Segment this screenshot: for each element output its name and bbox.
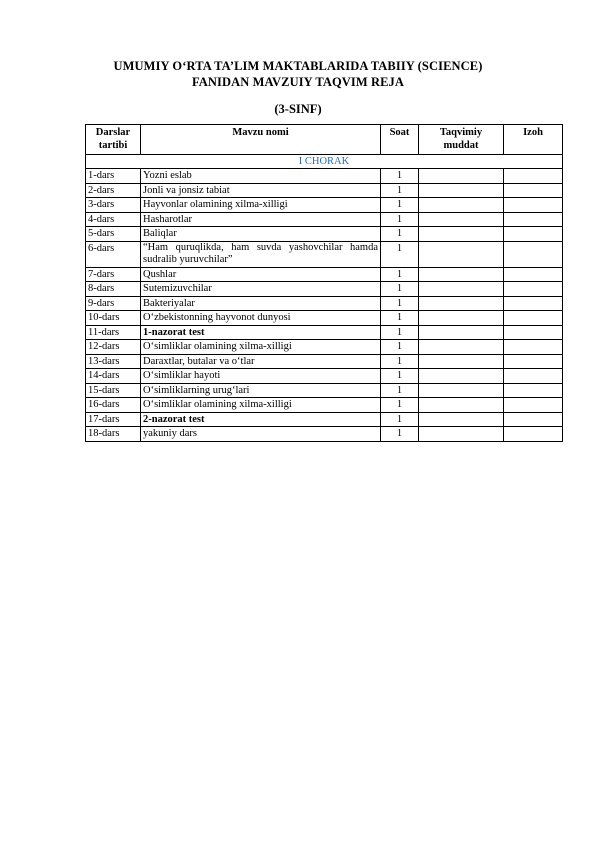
lesson-note <box>504 267 563 282</box>
lesson-hours: 1 <box>381 383 419 398</box>
lesson-hours: 1 <box>381 183 419 198</box>
table-row <box>86 296 563 311</box>
lesson-note <box>504 398 563 413</box>
lesson-calendar-date <box>419 325 504 340</box>
table-row <box>86 340 563 355</box>
table-row <box>86 311 563 326</box>
lesson-calendar-date <box>419 311 504 326</box>
lesson-number: 2-dars <box>86 183 141 198</box>
lesson-calendar-date <box>419 212 504 227</box>
lesson-topic: Jonli va jonsiz tabiat <box>141 183 381 198</box>
lesson-note <box>504 241 563 267</box>
lesson-calendar-date <box>419 241 504 267</box>
lesson-topic: Baliqlar <box>141 227 381 242</box>
table-row <box>86 267 563 282</box>
table-row <box>86 383 563 398</box>
lesson-hours: 1 <box>381 340 419 355</box>
lesson-topic: O‘simliklarning urug‘lari <box>141 383 381 398</box>
lesson-hours: 1 <box>381 227 419 242</box>
header-izoh: Izoh <box>504 125 563 155</box>
lesson-calendar-date <box>419 267 504 282</box>
lesson-calendar-date <box>419 369 504 384</box>
lesson-topic: O‘zbekistonning hayvonot dunyosi <box>141 311 381 326</box>
lesson-note <box>504 227 563 242</box>
lesson-number: 13-dars <box>86 354 141 369</box>
lesson-note <box>504 198 563 213</box>
lesson-topic: Hasharotlar <box>141 212 381 227</box>
lesson-number: 5-dars <box>86 227 141 242</box>
lesson-calendar-date <box>419 227 504 242</box>
table-row <box>86 212 563 227</box>
lesson-plan-table <box>85 124 563 442</box>
lesson-hours: 1 <box>381 412 419 427</box>
header-darslar-tartibi: Darslar tartibi <box>86 125 141 155</box>
table-row <box>86 227 563 242</box>
table-row <box>86 198 563 213</box>
lesson-calendar-date <box>419 412 504 427</box>
lesson-hours: 1 <box>381 325 419 340</box>
table-header-row <box>86 125 563 155</box>
section-row <box>86 155 563 169</box>
lesson-note <box>504 183 563 198</box>
lesson-note <box>504 383 563 398</box>
lesson-calendar-date <box>419 383 504 398</box>
lesson-number: 9-dars <box>86 296 141 311</box>
lesson-calendar-date <box>419 398 504 413</box>
header-taqvimiy-muddat: Taqvimiy muddat <box>419 125 504 155</box>
table-row <box>86 282 563 297</box>
table-row <box>86 412 563 427</box>
lesson-number: 10-dars <box>86 311 141 326</box>
lesson-hours: 1 <box>381 212 419 227</box>
table-row <box>86 369 563 384</box>
lesson-topic: Hayvonlar olamining xilma-xilligi <box>141 198 381 213</box>
lesson-number: 1-dars <box>86 169 141 184</box>
lesson-note <box>504 325 563 340</box>
table-row <box>86 169 563 184</box>
lesson-number: 12-dars <box>86 340 141 355</box>
lesson-topic: O‘simliklar hayoti <box>141 369 381 384</box>
lesson-calendar-date <box>419 340 504 355</box>
lesson-topic: “Ham quruqlikda, ham suvda yashovchilar hamda sudralib yuruvchilar” <box>141 241 381 267</box>
lesson-number: 6-dars <box>86 241 141 267</box>
lesson-topic: 1-nazorat test <box>141 325 381 340</box>
lesson-hours: 1 <box>381 198 419 213</box>
lesson-hours: 1 <box>381 427 419 442</box>
table-row <box>86 241 563 267</box>
lesson-topic: O‘simliklar olamining xilma-xilligi <box>141 340 381 355</box>
lesson-note <box>504 369 563 384</box>
header-mavzu-nomi: Mavzu nomi <box>141 125 381 155</box>
lesson-hours: 1 <box>381 398 419 413</box>
lesson-hours: 1 <box>381 311 419 326</box>
lesson-note <box>504 296 563 311</box>
lesson-calendar-date <box>419 354 504 369</box>
lesson-number: 8-dars <box>86 282 141 297</box>
lesson-topic: Sutemizuvchilar <box>141 282 381 297</box>
lesson-hours: 1 <box>381 282 419 297</box>
lesson-note <box>504 212 563 227</box>
lesson-note <box>504 282 563 297</box>
lesson-hours: 1 <box>381 267 419 282</box>
table-row <box>86 325 563 340</box>
lesson-topic: 2-nazorat test <box>141 412 381 427</box>
lesson-calendar-date <box>419 198 504 213</box>
lesson-note <box>504 354 563 369</box>
section-label: I CHORAK <box>86 155 563 169</box>
document-subtitle: (3-SINF) <box>274 102 322 116</box>
lesson-topic: Qushlar <box>141 267 381 282</box>
lesson-number: 7-dars <box>86 267 141 282</box>
lesson-calendar-date <box>419 169 504 184</box>
header-soat: Soat <box>381 125 419 155</box>
lesson-number: 3-dars <box>86 198 141 213</box>
lesson-note <box>504 340 563 355</box>
lesson-number: 14-dars <box>86 369 141 384</box>
lesson-note <box>504 412 563 427</box>
lesson-topic: yakuniy dars <box>141 427 381 442</box>
lesson-topic: Daraxtlar, butalar va o‘tlar <box>141 354 381 369</box>
title-line-2: FANIDAN MAVZUIY TAQVIM REJA <box>191 75 405 89</box>
lesson-topic: O‘simliklar olamining xilma-xilligi <box>141 398 381 413</box>
document-title <box>0 58 596 90</box>
title-line-1: UMUMIY O‘RTA TA’LIM MAKTABLARIDA TABIIY (SCIENCE) <box>113 59 483 73</box>
lesson-number: 16-dars <box>86 398 141 413</box>
lesson-number: 4-dars <box>86 212 141 227</box>
table-row <box>86 183 563 198</box>
lesson-note <box>504 169 563 184</box>
lesson-number: 18-dars <box>86 427 141 442</box>
table-row <box>86 427 563 442</box>
lesson-hours: 1 <box>381 169 419 184</box>
lesson-number: 11-dars <box>86 325 141 340</box>
lesson-topic: Yozni eslab <box>141 169 381 184</box>
lesson-hours: 1 <box>381 296 419 311</box>
table-row <box>86 398 563 413</box>
lesson-hours: 1 <box>381 354 419 369</box>
lesson-topic: Bakteriyalar <box>141 296 381 311</box>
lesson-number: 15-dars <box>86 383 141 398</box>
lesson-calendar-date <box>419 183 504 198</box>
lesson-calendar-date <box>419 296 504 311</box>
lesson-note <box>504 427 563 442</box>
lesson-number: 17-dars <box>86 412 141 427</box>
lesson-hours: 1 <box>381 369 419 384</box>
table-row <box>86 354 563 369</box>
lesson-note <box>504 311 563 326</box>
lesson-hours: 1 <box>381 241 419 267</box>
lesson-calendar-date <box>419 282 504 297</box>
lesson-calendar-date <box>419 427 504 442</box>
